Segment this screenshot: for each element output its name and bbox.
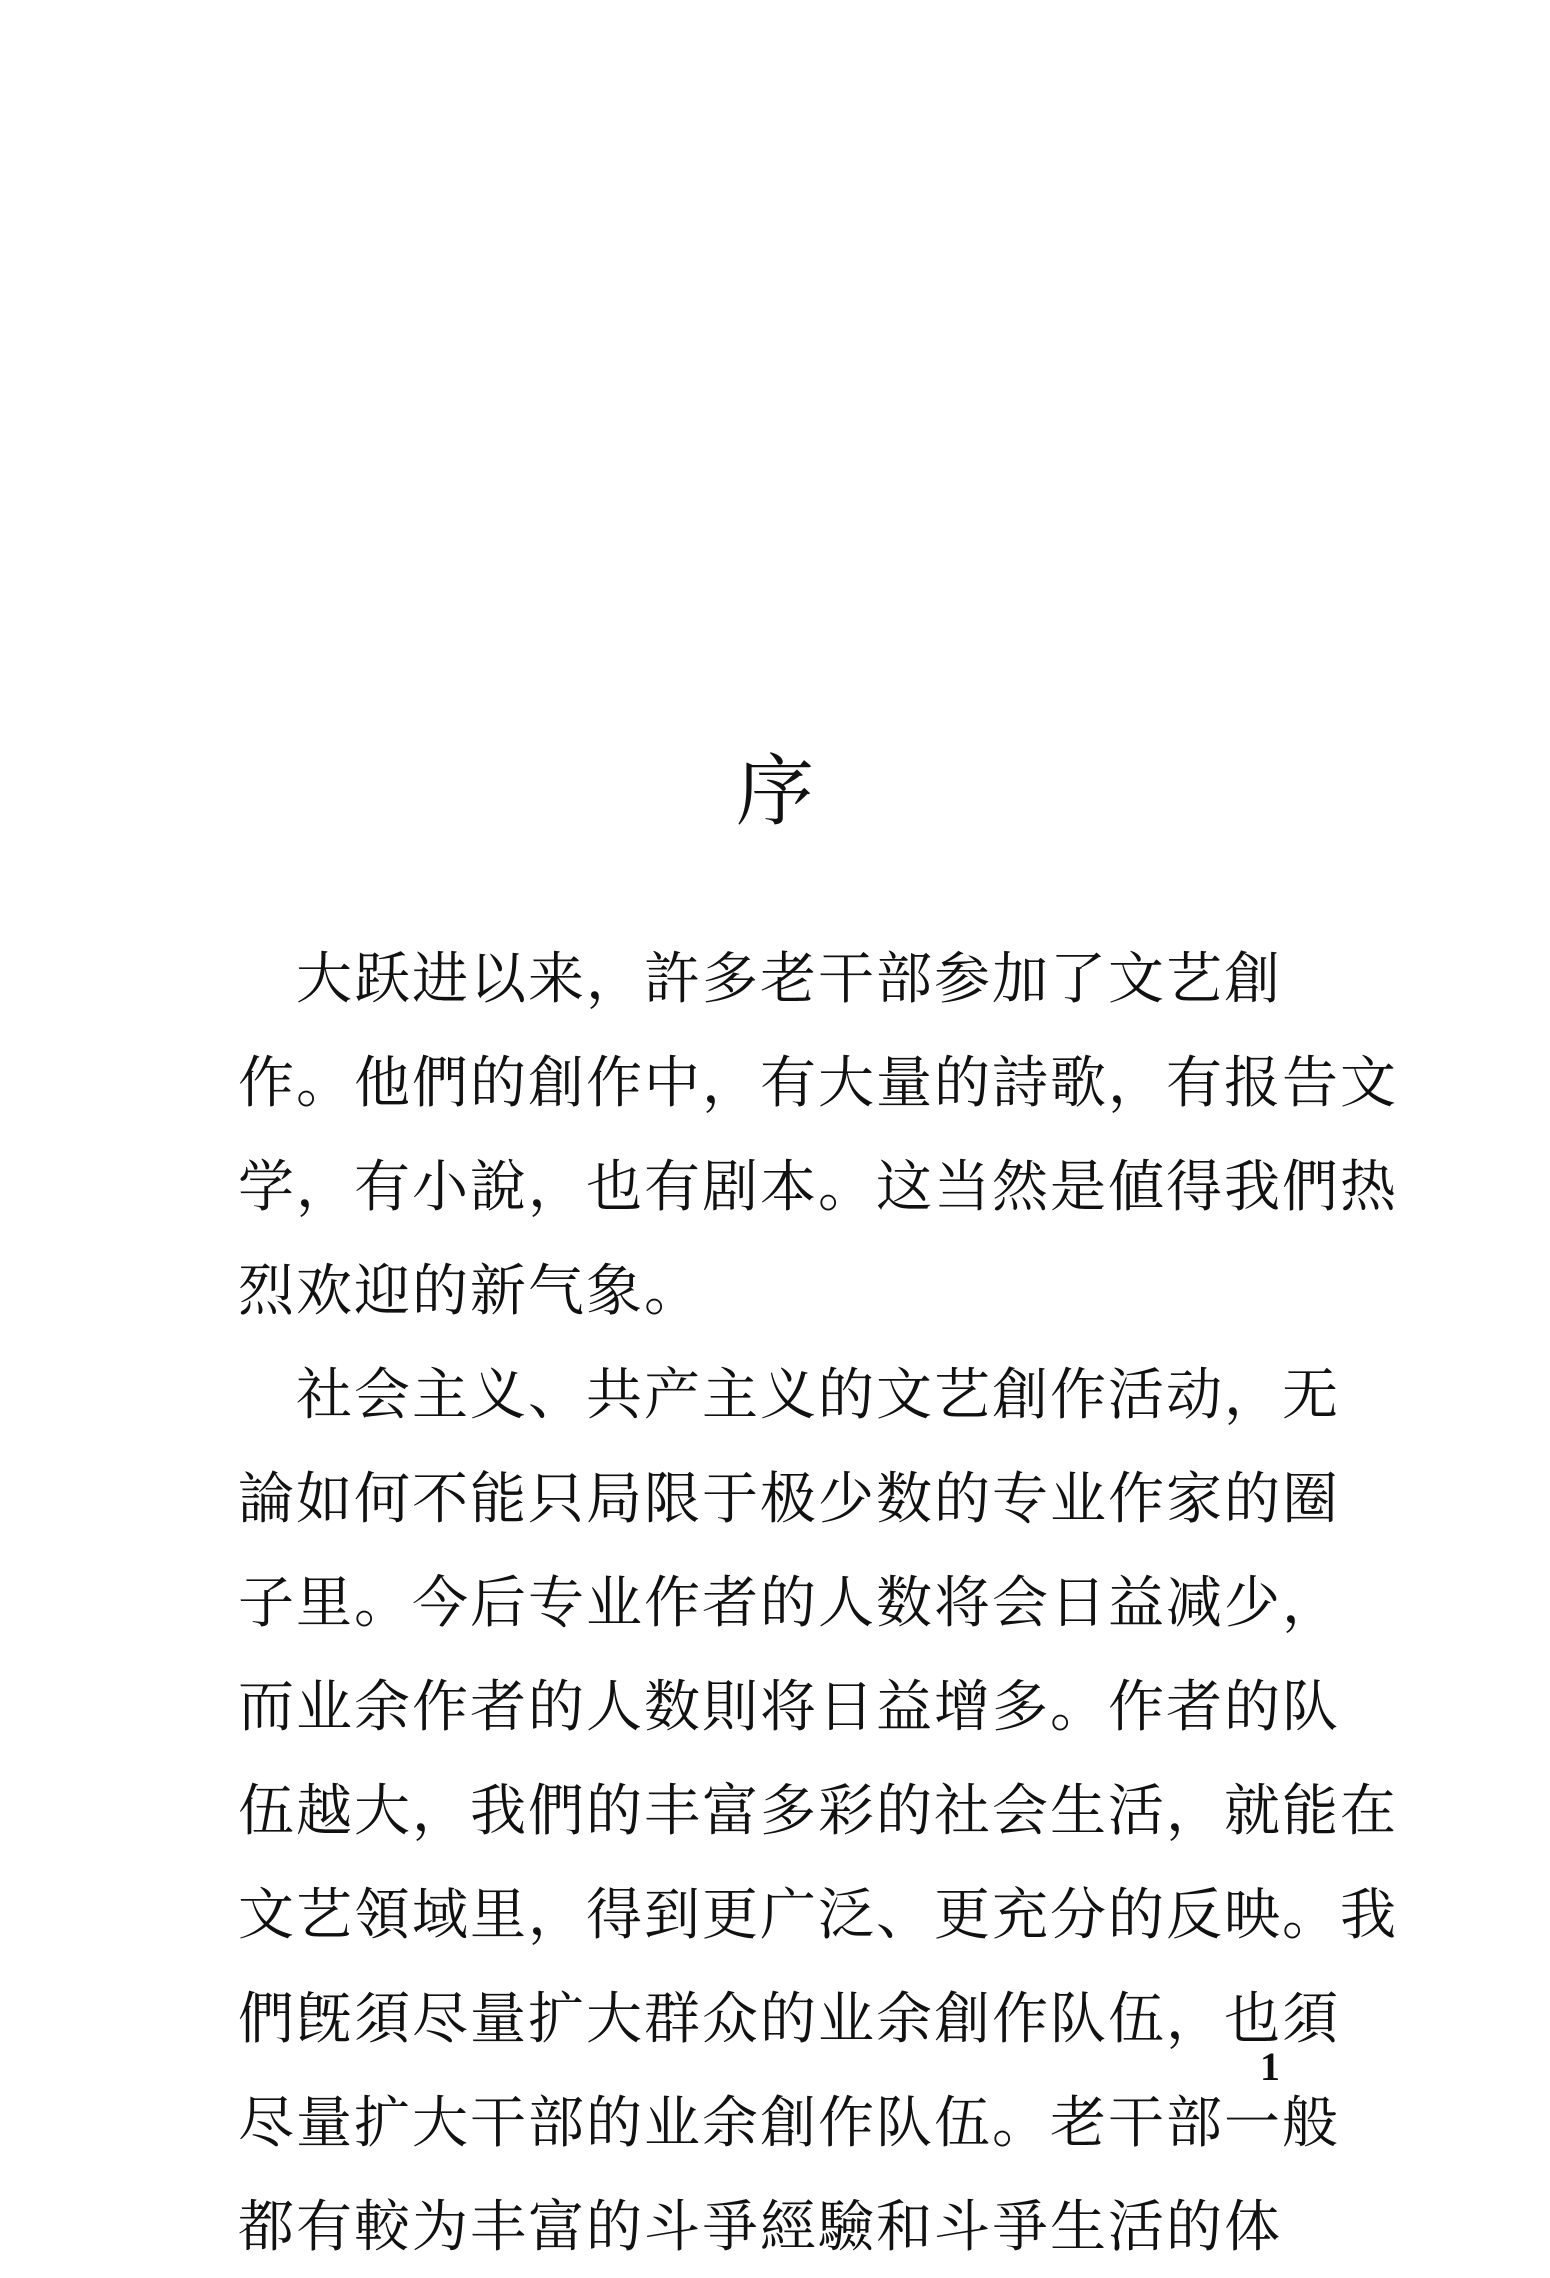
page-title: 序: [735, 747, 814, 837]
text-line-2: 作。他們的創作中，有大量的詩歌，有报告文: [238, 1051, 1398, 1116]
text-line-10: 文艺領域里，得到更广泛、更充分的反映。我: [238, 1883, 1398, 1948]
text-line-4: 烈欢迎的新气象。: [238, 1259, 702, 1324]
page-number: 1: [1260, 2044, 1280, 2089]
text-line-8: 而业余作者的人数則将日益增多。作者的队: [238, 1675, 1340, 1740]
text-line-6: 論如何不能只局限于极少数的专业作家的圈: [238, 1467, 1340, 1532]
text-line-7: 子里。今后专业作者的人数将会日益减少，: [238, 1571, 1340, 1636]
text-line-13: 都有較为丰富的斗爭經驗和斗爭生活的体: [238, 2195, 1282, 2260]
text-line-5: 社会主义、共产主义的文艺創作活动，无: [238, 1363, 1340, 1428]
text-line-1: 大跃进以来，許多老干部参加了文艺創: [238, 947, 1282, 1012]
text-line-12: 尽量扩大干部的业余創作队伍。老干部一般: [238, 2091, 1340, 2156]
text-line-11: 們旣須尽量扩大群众的业余創作队伍，也須: [238, 1987, 1340, 2052]
text-line-9: 伍越大，我們的丰富多彩的社会生活，就能在: [238, 1779, 1398, 1844]
text-line-3: 学，有小說，也有剧本。这当然是値得我們热: [238, 1155, 1398, 1220]
